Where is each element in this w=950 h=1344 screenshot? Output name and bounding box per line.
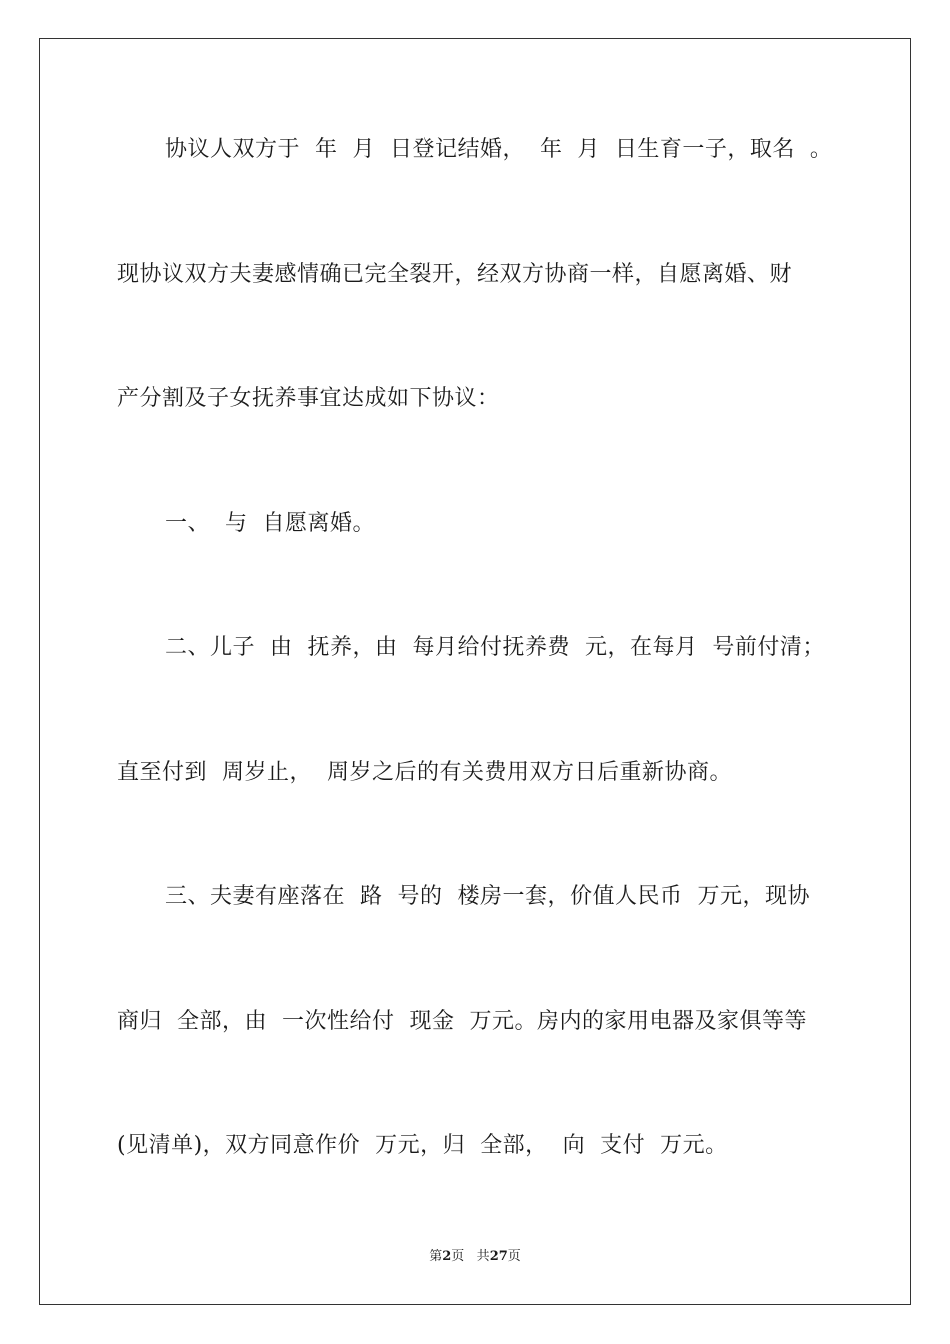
page-frame (39, 38, 911, 1305)
page-footer (0, 1248, 950, 1266)
paragraph-line-4: 一、 与 自愿离婚。 (165, 511, 375, 536)
footer-total-pages: 27 (489, 1249, 508, 1264)
footer-page-suffix: 页 (451, 1249, 465, 1264)
footer-page-number: 2 (442, 1249, 452, 1264)
paragraph-line-2: 现协议双方夫妻感情确已完全裂开，经双方协商一样，自愿离婚、财 (117, 262, 793, 287)
footer-page-prefix: 第 (429, 1249, 443, 1264)
paragraph-line-1: 协议人双方于 年 月 日登记结婚， 年 月 日生育一子，取名 。 (165, 137, 833, 162)
paragraph-line-8: 商归 全部，由 一次性给付 现金 万元。房内的家用电器及家俱等等 (117, 1009, 807, 1034)
paragraph-line-3: 产分割及子女抚养事宜达成如下协议： (117, 386, 500, 411)
paragraph-line-6: 直至付到 周岁止， 周岁之后的有关费用双方日后重新协商。 (117, 760, 732, 785)
paragraph-line-5: 二、儿子 由 抚养，由 每月给付抚养费 元，在每月 号前付清； (165, 635, 825, 660)
paragraph-line-7: 三、夫妻有座落在 路 号的 楼房一套，价值人民币 万元，现协 (165, 884, 810, 909)
footer-total-prefix: 共 (476, 1249, 490, 1264)
footer-total-suffix: 页 (507, 1249, 521, 1264)
paragraph-line-9: (见清单)，双方同意作价 万元，归 全部， 向 支付 万元。 (117, 1133, 728, 1158)
